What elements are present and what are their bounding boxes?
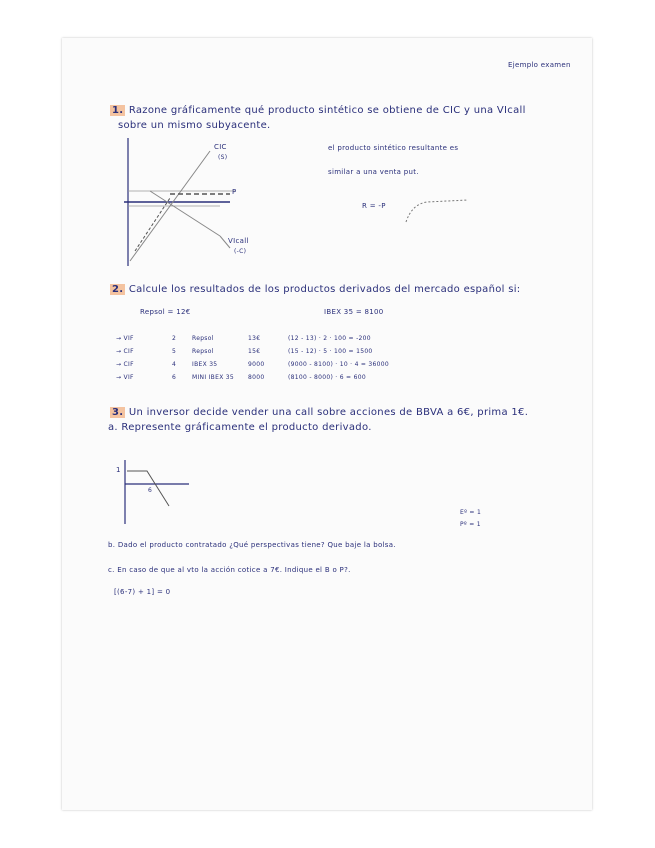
question-3-number: 3.	[112, 407, 124, 418]
question-3a-text: Represente gráficamente el producto derivado.	[121, 422, 372, 433]
row-2-position: → CIF	[116, 348, 134, 355]
question-1-line2: sobre un mismo subyacente.	[118, 120, 271, 131]
question-3b-text: Dado el producto contratado ¿Qué perspectivas tiene? Que baje la bolsa.	[117, 541, 396, 549]
row-4-price: 8000	[248, 374, 265, 381]
question-3c-label: c.	[108, 566, 115, 574]
row-2-calc: (15 - 12) · 5 · 100 = 1500	[288, 348, 373, 355]
graph-premium-label: 1	[116, 466, 121, 474]
question-1-formula: R = -P	[362, 202, 386, 210]
question-2-line1	[110, 284, 520, 295]
question-3b	[108, 541, 396, 549]
graph-vicall-label: VIcall	[228, 237, 249, 245]
row-2-asset: Repsol	[192, 348, 214, 355]
row-3-position: → CIF	[116, 361, 134, 368]
question-1-answer-line2: similar a una venta put.	[328, 168, 419, 176]
graph-vicall-sublabel: (-C)	[234, 248, 247, 255]
row-1-asset: Repsol	[192, 335, 214, 342]
question-1-text: Razone gráficamente qué producto sintético se obtiene de CIC y una VIcall	[128, 105, 526, 116]
side-note-line2: Pº = 1	[460, 521, 481, 528]
question-1-line1	[110, 105, 526, 116]
put-sketch	[402, 196, 472, 226]
row-1-price: 13€	[248, 335, 261, 342]
row-1-calc: (12 - 13) · 2 · 100 = -200	[288, 335, 371, 342]
question-3a	[108, 422, 372, 433]
row-4-asset: MINI IBEX 35	[192, 374, 235, 381]
row-2-price: 15€	[248, 348, 261, 355]
row-3-qty: 4	[172, 361, 177, 368]
synthetic-product-graph	[120, 136, 270, 271]
repsol-price: Repsol = 12€	[140, 308, 191, 316]
question-3-text: Un inversor decide vender una call sobre acciones de BBVA a 6€, prima 1€.	[128, 407, 529, 418]
row-3-calc: (9000 - 8100) · 10 · 4 = 36000	[288, 361, 390, 368]
row-1-qty: 2	[172, 335, 177, 342]
row-4-calc: (8100 - 8000) · 6 = 600	[288, 374, 366, 381]
row-4-position: → VIF	[116, 374, 134, 381]
row-3-asset: IBEX 35	[192, 361, 218, 368]
question-3a-label: a.	[108, 422, 118, 433]
question-3b-label: b.	[108, 541, 116, 549]
question-2-text: Calcule los resultados de los productos derivados del mercado español si:	[128, 284, 521, 295]
short-call-graph	[117, 458, 197, 528]
question-3c-calculation: [(6-7) + 1] = 0	[114, 588, 171, 596]
row-1-position: → VIF	[116, 335, 134, 342]
graph-p-label: P	[232, 188, 237, 196]
question-1-number: 1.	[112, 105, 124, 116]
graph-cic-label: CIC	[214, 143, 227, 151]
row-3-price: 9000	[248, 361, 265, 368]
row-2-qty: 5	[172, 348, 177, 355]
question-3-line1	[110, 407, 528, 418]
graph-strike-label: 6	[148, 487, 153, 494]
exam-page	[62, 38, 592, 810]
ibex-value: IBEX 35 = 8100	[324, 308, 384, 316]
question-2-number: 2.	[112, 284, 124, 295]
question-1-answer-line1: el producto sintético resultante es	[328, 144, 459, 152]
row-4-qty: 6	[172, 374, 177, 381]
question-3c-text: En caso de que al vto la acción cotice a 7€. Indique el B o P?.	[117, 566, 351, 574]
question-3c	[108, 566, 351, 574]
side-note-line1: Eº = 1	[460, 509, 482, 516]
graph-cic-sublabel: (S)	[218, 154, 228, 161]
page-header: Ejemplo examen	[508, 61, 571, 69]
